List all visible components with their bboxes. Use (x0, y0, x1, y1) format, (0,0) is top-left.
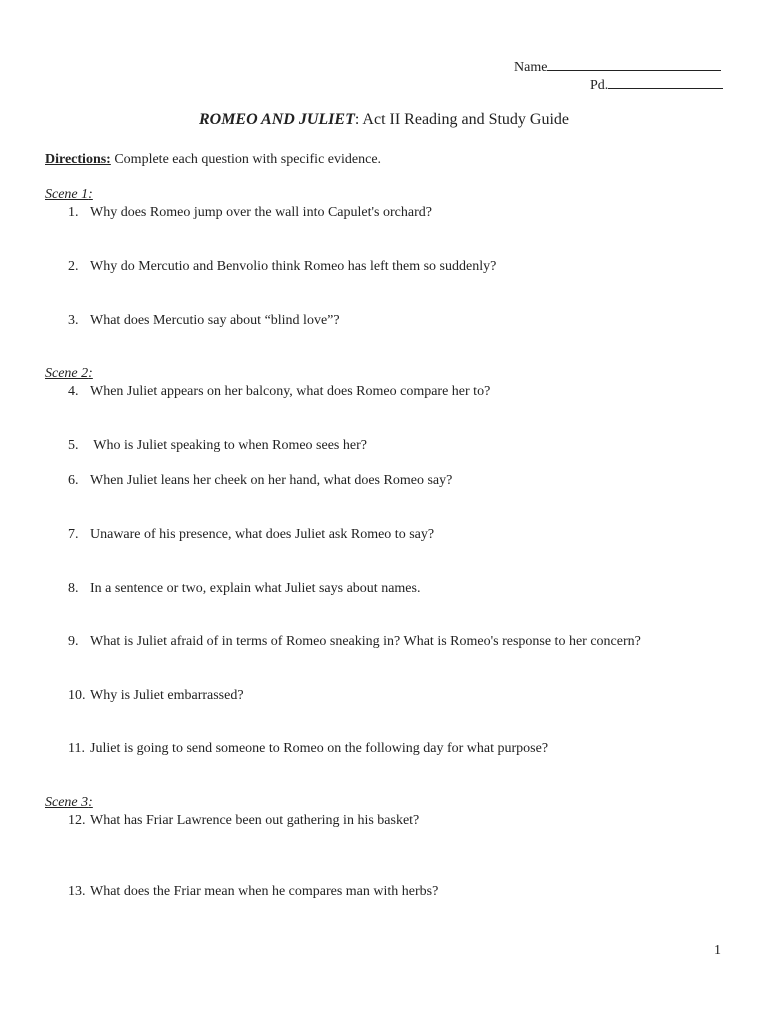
question-number: 12. (68, 813, 86, 828)
question-text: When Juliet appears on her balcony, what does Romeo compare her to? (90, 384, 491, 399)
question-text: Why do Mercutio and Benvolio think Romeo has left them so suddenly? (90, 259, 497, 274)
question-text: What does Mercutio say about “blind love”? (90, 313, 340, 328)
scene-1-heading (45, 187, 93, 203)
question-number: 2. (68, 259, 79, 274)
question-number: 8. (68, 581, 79, 596)
name-label: Name (514, 60, 548, 75)
question-1 (68, 205, 432, 221)
question-text: Unaware of his presence, what does Juliet ask Romeo to say? (90, 527, 435, 542)
question-text: In a sentence or two, explain what Juliet says about names. (90, 581, 421, 596)
question-number: 13. (68, 884, 86, 899)
question-number: 11. (68, 741, 85, 756)
question-3 (68, 313, 340, 329)
question-2 (68, 259, 496, 275)
question-number: 4. (68, 384, 79, 399)
period-field[interactable] (590, 76, 723, 94)
directions-label: Directions: (45, 152, 111, 167)
question-12 (68, 813, 419, 829)
question-9 (68, 634, 641, 650)
name-field[interactable] (514, 58, 721, 76)
question-13 (68, 884, 438, 900)
question-text: Why does Romeo jump over the wall into Capulet's orchard? (90, 205, 432, 220)
directions-text: Complete each question with specific evidence. (110, 152, 382, 167)
question-text: When Juliet leans her cheek on her hand, what does Romeo say? (90, 473, 453, 488)
title-rest: : Act II Reading and Study Guide (354, 111, 570, 128)
question-4 (68, 384, 490, 400)
question-number: 7. (68, 527, 79, 542)
question-text: Who is Juliet speaking to when Romeo sees her? (90, 438, 367, 453)
page-number: 1 (714, 943, 721, 958)
page-title (0, 110, 768, 130)
period-blank-line[interactable] (608, 76, 723, 89)
question-text: What is Juliet afraid of in terms of Romeo sneaking in? What is Romeo's response to her concern? (90, 634, 641, 649)
question-number: 5. (68, 438, 79, 453)
question-text: Why is Juliet embarrassed? (90, 688, 244, 703)
name-blank-line[interactable] (547, 58, 721, 71)
scene-1-colon: : (88, 187, 93, 202)
question-5 (68, 438, 367, 454)
question-text: What does the Friar mean when he compares man with herbs? (90, 884, 439, 899)
scene-2-label: Scene 2 (45, 366, 89, 381)
question-number: 6. (68, 473, 79, 488)
question-number: 9. (68, 634, 79, 649)
question-10 (68, 688, 244, 704)
question-11 (68, 741, 548, 757)
scene-2-colon: : (88, 366, 93, 381)
title-play-name: ROMEO AND JULIET (198, 111, 355, 128)
question-number: 1. (68, 205, 79, 220)
directions (45, 152, 381, 168)
scene-2-heading (45, 366, 93, 382)
question-number: 10. (68, 688, 86, 703)
scene-1-label: Scene 1 (45, 187, 89, 202)
scene-3-heading (45, 795, 93, 811)
question-7 (68, 527, 434, 543)
question-text: Juliet is going to send someone to Romeo on the following day for what purpose? (90, 741, 549, 756)
question-6 (68, 473, 452, 489)
scene-3-label: Scene 3 (45, 795, 89, 810)
period-label: Pd. (590, 78, 609, 93)
scene-3-colon: : (88, 795, 93, 810)
question-number: 3. (68, 313, 79, 328)
question-text: What has Friar Lawrence been out gathering in his basket? (90, 813, 420, 828)
question-8 (68, 581, 420, 597)
